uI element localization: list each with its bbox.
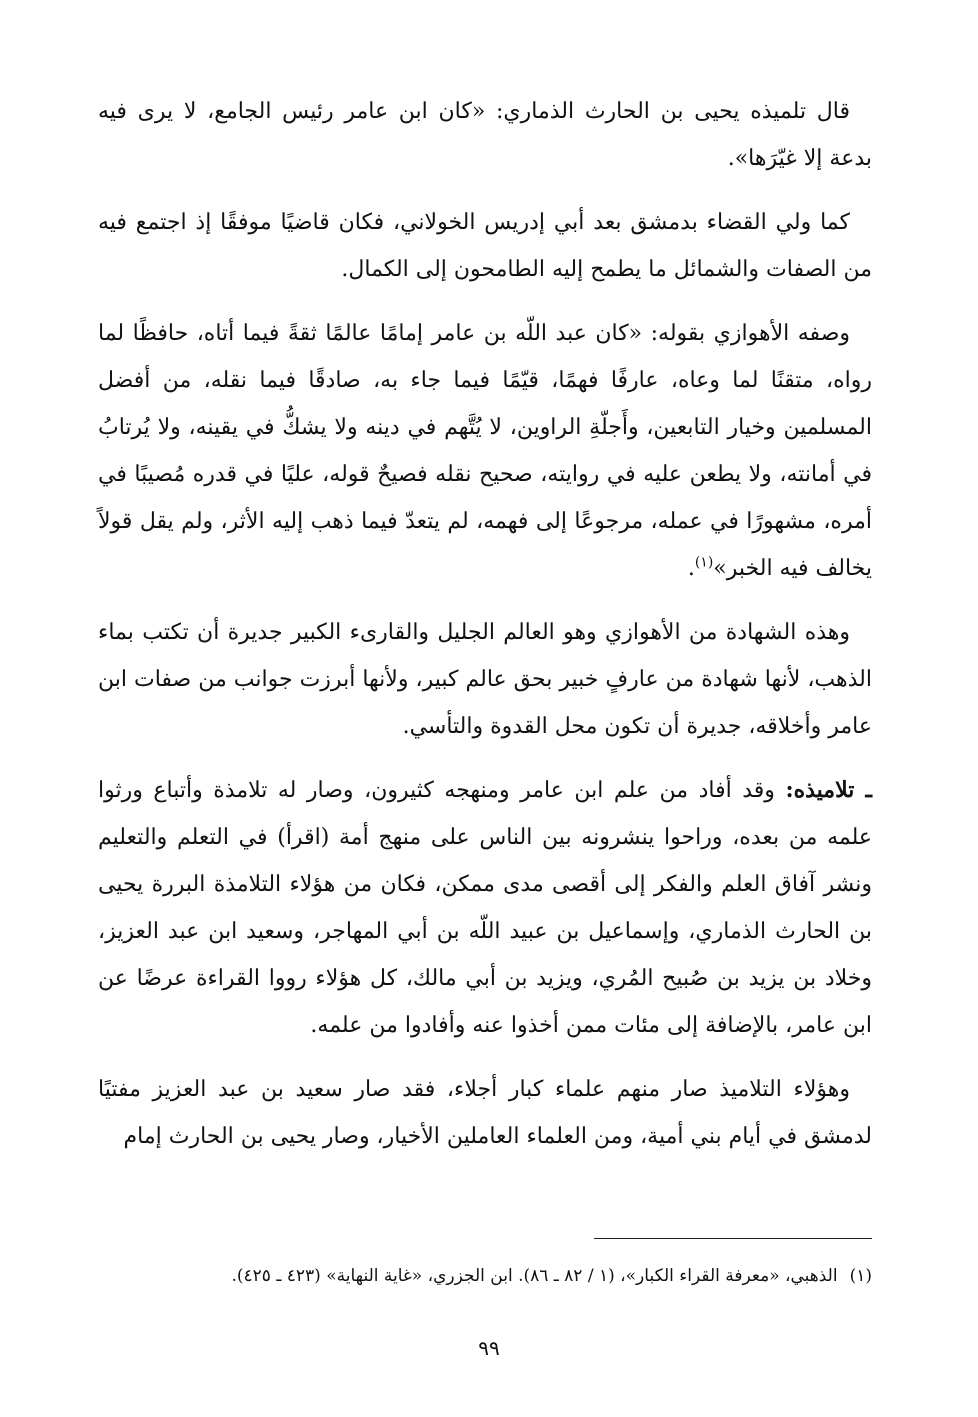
main-text bbox=[98, 88, 872, 1177]
footnote bbox=[98, 1262, 872, 1290]
paragraph-text: قال تلميذه يحيى بن الحارث الذماري: «كان ابن عامر رئيس الجامع، لا يرى فيه بدعة إلا غيّرَها». bbox=[98, 99, 872, 171]
paragraph-student-quote bbox=[98, 88, 872, 182]
paragraph-text: وهؤلاء التلاميذ صار منهم علماء كبار أجلاء، فقد صار سعيد بن عبد العزيز مفتيًا لدمشق في أيام بني أمية، ومن العلماء العاملين الأخيار، وصار يحيى بن الحارث إمام bbox=[98, 1077, 872, 1149]
paragraph-text: وقد أفاد من علم ابن عامر ومنهجه كثيرون، وصار له تلامذة وأتباع ورثوا علمه من بعده، وراحوا ينشرونه بين الناس على منهج أمة (اقرأ) في التعلم والتعليم ونشر آفاق العلم والفكر إلى أقصى مدى ممكن، فكان من هؤلاء التلامذة البررة يحيى بن الحارث الذماري، وإسماعيل بن عبيد اللّه بن أبي المهاجر، وسعيد ابن عبد العزيز، وخلاد بن يزيد بن صُبيح المُري، ويزيد بن أبي مالك، كل هؤلاء رووا القراءة عرضًا عن ابن عامر، بالإضافة إلى مئات ممن أخذوا عنه وأفادوا من علمه. bbox=[98, 778, 872, 1038]
paragraph-text: كما ولي القضاء بدمشق بعد أبي إدريس الخولاني، فكان قاضيًا موفقًا إذ اجتمع فيه من الصفات والشمائل ما يطمح إليه الطامحون إلى الكمال. bbox=[98, 210, 872, 282]
paragraph-text: وصفه الأهوازي بقوله: «كان عبد اللّه بن عامر إمامًا عالمًا ثقةً فيما أتاه، حافظًا لما رواه، متقنًا لما وعاه، عارفًا فهمًا، قيّمًا فيما جاء به، صادقًا فيما نقله، من أفضل المسلمين وخيار التابعين، وأَجلّةِ الراوين، لا يُتَّهم في دينه ولا يشكُّ في يقينه، ولا يُرتابُ في أمانته، ولا يطعن عليه في روايته، صحيح نقله فصيحٌ قوله، عليًا في قدره مُصيبًا في أمره، مشهورًا في عمله، مرجوعًا إلى فهمه، لم يتعدّ فيما ذهب إليه الأثر، ولم يقل قولاً يخالف فيه الخبر» bbox=[98, 321, 872, 581]
page-number: ٩٩ bbox=[478, 1336, 500, 1360]
paragraph-students bbox=[98, 767, 872, 1049]
paragraph-text: وهذه الشهادة من الأهوازي وهو العالم الجليل والقارىء الكبير جديرة أن تكتب بماء الذهب، لأنها شهادة من عارفٍ خبير بحق عالم كبير، ولأنها أبرزت جوانب من صفات ابن عامر وأخلاقه، جديرة أن تكون محل القدوة والتأسي. bbox=[98, 620, 872, 739]
paragraph-ahwazi-description bbox=[98, 310, 872, 592]
footnote-divider bbox=[594, 1238, 872, 1239]
footnote-number: (١) bbox=[849, 1266, 872, 1286]
footnote-text: الذهبي، «معرفة القراء الكبار»، (١ / ٨٢ ـ ٨٦). ابن الجزري، «غاية النهاية» (٤٢٣ ـ ٤٢٥). bbox=[231, 1266, 838, 1286]
paragraph-testimony bbox=[98, 609, 872, 750]
footnote-reference[interactable]: (١) bbox=[694, 554, 714, 571]
paragraph-scholars bbox=[98, 1066, 872, 1160]
paragraph-judgeship bbox=[98, 199, 872, 293]
paragraph-end-punctuation: . bbox=[687, 556, 695, 581]
section-heading-students: ـ تلاميذه: bbox=[785, 777, 872, 803]
